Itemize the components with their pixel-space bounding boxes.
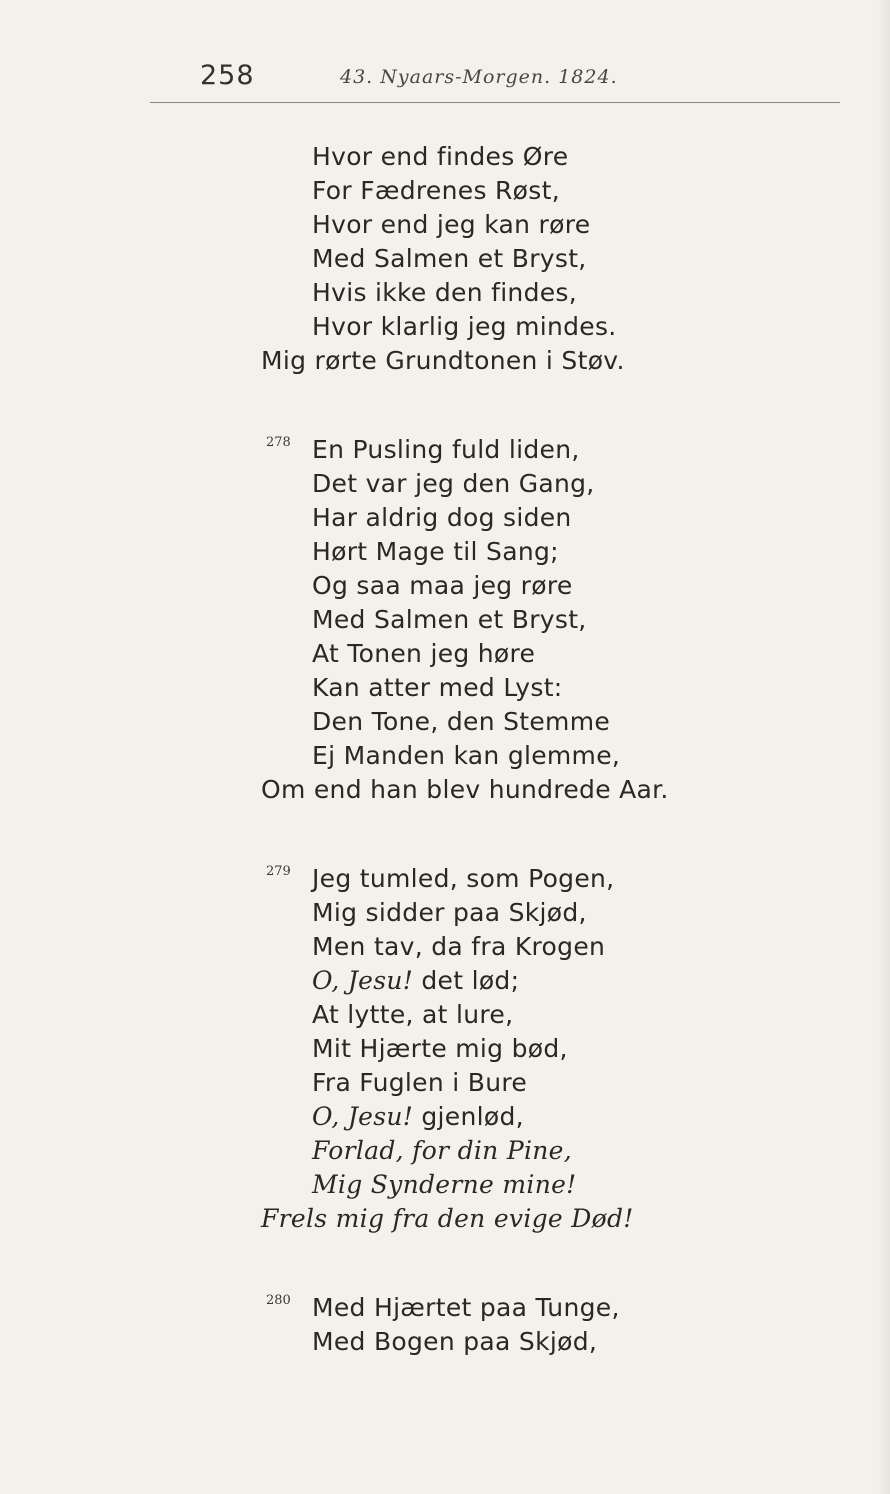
verse-line: Med Hjærtet paa Tunge,: [312, 1293, 620, 1322]
verse-line: Hvor klarlig jeg mindes.: [312, 312, 617, 341]
stanza-280: [0, 1291, 890, 1359]
running-head: [200, 60, 890, 100]
stanza-gap: [0, 378, 890, 433]
verse-line-refrain: Mig rørte Grundtonen i Støv.: [261, 346, 625, 375]
verse-line: Den Tone, den Stemme: [312, 707, 611, 736]
verse-line: Jeg tumled, som Pogen,: [312, 864, 615, 893]
stanza-278: [0, 433, 890, 807]
verse-line: Det var jeg den Gang,: [312, 469, 595, 498]
verse-line: For Fædrenes Røst,: [312, 176, 560, 205]
header-rule: [150, 102, 840, 103]
verse-line-italic: Forlad, for din Pine,: [312, 1136, 572, 1165]
verse-line: Har aldrig dog siden: [312, 503, 572, 532]
verse-text: gjenlød,: [421, 1102, 524, 1131]
page-number: 258: [200, 60, 255, 91]
verse-line-refrain: Frels mig fra den evige Død!: [261, 1204, 634, 1233]
verse-text: det lød;: [421, 966, 520, 995]
verse-number: 278: [266, 435, 291, 450]
verse-number: 279: [266, 864, 291, 879]
verse-line: [0, 964, 890, 998]
poem-body: [0, 140, 890, 1359]
verse-line: Og saa maa jeg røre: [312, 571, 573, 600]
verse-line-italic: Mig Synderne mine!: [312, 1170, 577, 1199]
verse-line: En Pusling fuld liden,: [312, 435, 580, 464]
verse-line: At Tonen jeg høre: [312, 639, 536, 668]
verse-line: Med Salmen et Bryst,: [312, 244, 587, 273]
verse-line: Hvor end findes Øre: [312, 142, 569, 171]
running-title: 43. Nyaars-Morgen. 1824.: [340, 66, 618, 88]
verse-italic-exclamation: O, Jesu!: [312, 1102, 414, 1131]
verse-line: Ej Manden kan glemme,: [312, 741, 621, 770]
verse-line: [0, 1100, 890, 1134]
verse-line-refrain: Om end han blev hundrede Aar.: [261, 775, 669, 804]
verse-italic-exclamation: O, Jesu!: [312, 966, 414, 995]
verse-line: Hvis ikke den findes,: [312, 278, 578, 307]
verse-line: Fra Fuglen i Bure: [312, 1068, 528, 1097]
verse-line: At lytte, at lure,: [312, 1000, 514, 1029]
verse-line: Mit Hjærte mig bød,: [312, 1034, 568, 1063]
stanza-1: [0, 140, 890, 378]
verse-number: 280: [266, 1293, 291, 1308]
verse-line: Hørt Mage til Sang;: [312, 537, 559, 566]
verse-line: Med Salmen et Bryst,: [312, 605, 587, 634]
stanza-gap: [0, 807, 890, 862]
verse-line: Med Bogen paa Skjød,: [312, 1327, 598, 1356]
verse-line: Mig sidder paa Skjød,: [312, 898, 587, 927]
stanza-gap: [0, 1236, 890, 1291]
verse-line: Kan atter med Lyst:: [312, 673, 563, 702]
verse-line: Hvor end jeg kan røre: [312, 210, 591, 239]
verse-line: Men tav, da fra Krogen: [312, 932, 606, 961]
stanza-279: [0, 862, 890, 1236]
